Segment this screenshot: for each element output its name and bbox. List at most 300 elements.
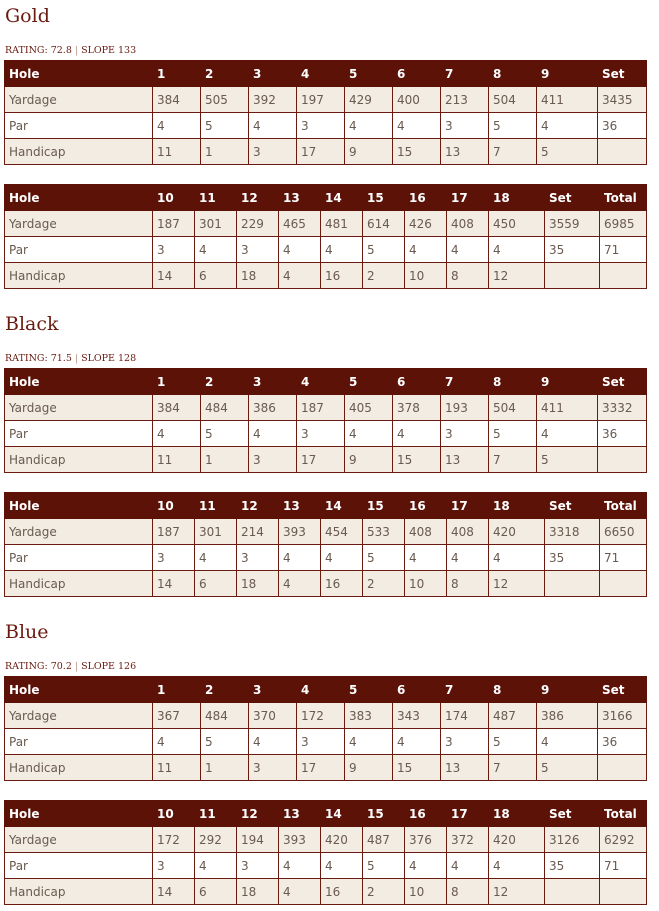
row-label: Hole: [5, 369, 153, 395]
set-total-cell: [598, 139, 647, 165]
hole-number-cell: 5: [345, 61, 393, 87]
yardage-cell: 386: [537, 703, 598, 729]
yardage-cell: 229: [237, 211, 279, 237]
par-cell: 4: [489, 853, 545, 879]
hole-number-cell: 6: [393, 369, 441, 395]
hole-number-cell: 5: [345, 677, 393, 703]
hole-number-cell: 12: [237, 185, 279, 211]
yardage-cell: 429: [345, 87, 393, 113]
handicap-cell: 13: [441, 755, 489, 781]
hole-number-cell: 12: [237, 801, 279, 827]
back-nine-table: [4, 184, 647, 289]
row-label: Par: [5, 853, 153, 879]
handicap-cell: 3: [249, 755, 297, 781]
handicap-cell: 16: [321, 263, 363, 289]
yardage-cell: 411: [537, 395, 598, 421]
par-cell: 4: [279, 545, 321, 571]
hole-number-cell: 1: [153, 61, 201, 87]
handicap-cell: 7: [489, 139, 537, 165]
yardage-cell: 426: [405, 211, 447, 237]
hole-number-cell: 10: [153, 493, 195, 519]
front-nine-table: [4, 60, 647, 165]
par-cell: 4: [447, 853, 489, 879]
set-total-cell: 3126: [545, 827, 600, 853]
set-total-cell: [545, 571, 600, 597]
grand-total-cell: 6292: [600, 827, 647, 853]
row-label: Handicap: [5, 571, 153, 597]
handicap-cell: 8: [447, 263, 489, 289]
hole-number-cell: 9: [537, 61, 598, 87]
yardage-cell: 450: [489, 211, 545, 237]
set-total-cell: [545, 879, 600, 905]
yardage-cell: 484: [201, 395, 249, 421]
yardage-cell: 372: [447, 827, 489, 853]
par-cell: 4: [321, 545, 363, 571]
handicap-cell: 18: [237, 571, 279, 597]
yardage-cell: 370: [249, 703, 297, 729]
handicap-cell: 18: [237, 263, 279, 289]
yardage-cell: 301: [195, 211, 237, 237]
yardage-cell: 408: [447, 519, 489, 545]
par-cell: 4: [405, 545, 447, 571]
row-label: Yardage: [5, 519, 153, 545]
row-label: Handicap: [5, 139, 153, 165]
set-column-header: Set: [545, 185, 600, 211]
handicap-cell: 9: [345, 447, 393, 473]
par-cell: 5: [201, 729, 249, 755]
par-cell: 5: [201, 113, 249, 139]
yardage-cell: 614: [363, 211, 405, 237]
separator: |: [74, 661, 79, 672]
hole-number-cell: 10: [153, 801, 195, 827]
par-cell: 4: [393, 729, 441, 755]
hole-number-cell: 3: [249, 61, 297, 87]
par-cell: 4: [153, 421, 201, 447]
handicap-row: [5, 879, 647, 905]
handicap-cell: 4: [279, 263, 321, 289]
set-total-cell: 36: [598, 113, 647, 139]
hole-number-cell: 8: [489, 677, 537, 703]
handicap-cell: 15: [393, 139, 441, 165]
hole-number-cell: 6: [393, 677, 441, 703]
row-label: Yardage: [5, 211, 153, 237]
hole-number-cell: 7: [441, 677, 489, 703]
hole-number-cell: 1: [153, 677, 201, 703]
handicap-cell: 15: [393, 755, 441, 781]
hole-number-cell: 5: [345, 369, 393, 395]
hole-number-cell: 9: [537, 369, 598, 395]
header-row: [5, 185, 647, 211]
rating-slope-line: [5, 44, 136, 58]
handicap-cell: 5: [537, 139, 598, 165]
handicap-cell: 1: [201, 139, 249, 165]
set-column-header: Set: [598, 61, 647, 87]
total-column-header: Total: [600, 493, 647, 519]
hole-number-cell: 11: [195, 493, 237, 519]
par-row: [5, 237, 647, 263]
handicap-cell: 1: [201, 447, 249, 473]
hole-number-cell: 8: [489, 61, 537, 87]
grand-total-cell: [600, 571, 647, 597]
handicap-cell: 4: [279, 879, 321, 905]
hole-number-cell: 11: [195, 801, 237, 827]
par-row: [5, 729, 647, 755]
header-row: [5, 493, 647, 519]
yardage-cell: 367: [153, 703, 201, 729]
set-column-header: Set: [598, 369, 647, 395]
par-cell: 4: [537, 729, 598, 755]
par-cell: 4: [447, 545, 489, 571]
tee-name-heading: Black: [5, 313, 59, 335]
row-label: Par: [5, 113, 153, 139]
par-cell: 4: [195, 237, 237, 263]
slope-value: SLOPE 126: [81, 661, 137, 672]
yardage-row: [5, 827, 647, 853]
hole-number-cell: 18: [489, 185, 545, 211]
handicap-cell: 12: [489, 879, 545, 905]
yardage-cell: 393: [279, 519, 321, 545]
hole-number-cell: 15: [363, 493, 405, 519]
par-cell: 3: [441, 729, 489, 755]
yardage-cell: 400: [393, 87, 441, 113]
yardage-cell: 420: [489, 519, 545, 545]
yardage-cell: 465: [279, 211, 321, 237]
hole-number-cell: 2: [201, 677, 249, 703]
tee-name-heading: Gold: [5, 5, 50, 27]
par-row: [5, 545, 647, 571]
par-cell: 3: [237, 853, 279, 879]
hole-number-cell: 7: [441, 369, 489, 395]
handicap-cell: 11: [153, 447, 201, 473]
yardage-cell: 343: [393, 703, 441, 729]
handicap-cell: 6: [195, 879, 237, 905]
handicap-cell: 5: [537, 755, 598, 781]
set-total-cell: 35: [545, 237, 600, 263]
yardage-cell: 504: [489, 87, 537, 113]
yardage-cell: 393: [279, 827, 321, 853]
set-total-cell: 3435: [598, 87, 647, 113]
handicap-cell: 16: [321, 879, 363, 905]
hole-number-cell: 12: [237, 493, 279, 519]
yardage-cell: 408: [405, 519, 447, 545]
hole-number-cell: 4: [297, 677, 345, 703]
yardage-row: [5, 87, 647, 113]
handicap-cell: 17: [297, 139, 345, 165]
handicap-cell: 2: [363, 571, 405, 597]
hole-number-cell: 14: [321, 493, 363, 519]
handicap-cell: 15: [393, 447, 441, 473]
hole-number-cell: 7: [441, 61, 489, 87]
handicap-cell: 5: [537, 447, 598, 473]
hole-number-cell: 17: [447, 185, 489, 211]
par-cell: 3: [237, 237, 279, 263]
set-total-cell: 36: [598, 421, 647, 447]
par-row: [5, 113, 647, 139]
par-cell: 5: [363, 545, 405, 571]
par-cell: 4: [153, 729, 201, 755]
hole-number-cell: 14: [321, 801, 363, 827]
grand-total-cell: [600, 879, 647, 905]
set-total-cell: 36: [598, 729, 647, 755]
grand-total-cell: 71: [600, 853, 647, 879]
row-label: Yardage: [5, 87, 153, 113]
header-row: [5, 801, 647, 827]
par-cell: 3: [297, 113, 345, 139]
yardage-cell: 484: [201, 703, 249, 729]
row-label: Handicap: [5, 879, 153, 905]
yardage-cell: 172: [297, 703, 345, 729]
handicap-cell: 17: [297, 447, 345, 473]
rating-slope-line: [5, 352, 136, 366]
yardage-cell: 384: [153, 395, 201, 421]
par-cell: 5: [363, 853, 405, 879]
yardage-cell: 392: [249, 87, 297, 113]
row-label: Hole: [5, 493, 153, 519]
row-label: Handicap: [5, 447, 153, 473]
par-cell: 4: [537, 421, 598, 447]
handicap-cell: 14: [153, 571, 195, 597]
rating-slope-line: [5, 660, 136, 674]
row-label: Hole: [5, 677, 153, 703]
hole-number-cell: 8: [489, 369, 537, 395]
hole-number-cell: 18: [489, 493, 545, 519]
par-cell: 5: [201, 421, 249, 447]
par-cell: 3: [441, 421, 489, 447]
par-cell: 4: [345, 729, 393, 755]
handicap-cell: 7: [489, 755, 537, 781]
set-column-header: Set: [545, 493, 600, 519]
handicap-row: [5, 139, 647, 165]
hole-number-cell: 13: [279, 801, 321, 827]
front-nine-table: [4, 368, 647, 473]
back-nine-table: [4, 800, 647, 905]
par-row: [5, 853, 647, 879]
handicap-cell: 11: [153, 139, 201, 165]
handicap-cell: 10: [405, 571, 447, 597]
handicap-cell: 13: [441, 139, 489, 165]
handicap-row: [5, 571, 647, 597]
set-total-cell: 35: [545, 853, 600, 879]
rating-value: RATING: 70.2: [5, 661, 72, 672]
yardage-cell: 187: [153, 519, 195, 545]
set-column-header: Set: [598, 677, 647, 703]
yardage-cell: 420: [489, 827, 545, 853]
par-cell: 4: [345, 113, 393, 139]
yardage-cell: 301: [195, 519, 237, 545]
handicap-cell: 8: [447, 879, 489, 905]
hole-number-cell: 14: [321, 185, 363, 211]
yardage-cell: 193: [441, 395, 489, 421]
header-row: [5, 677, 647, 703]
handicap-cell: 3: [249, 139, 297, 165]
hole-number-cell: 10: [153, 185, 195, 211]
row-label: Yardage: [5, 703, 153, 729]
yardage-cell: 411: [537, 87, 598, 113]
handicap-cell: 10: [405, 263, 447, 289]
hole-number-cell: 17: [447, 801, 489, 827]
hole-number-cell: 6: [393, 61, 441, 87]
header-row: [5, 61, 647, 87]
hole-number-cell: 3: [249, 677, 297, 703]
handicap-cell: 9: [345, 139, 393, 165]
yardage-row: [5, 519, 647, 545]
hole-number-cell: 4: [297, 369, 345, 395]
par-cell: 5: [363, 237, 405, 263]
yardage-row: [5, 211, 647, 237]
par-cell: 3: [297, 729, 345, 755]
handicap-cell: 10: [405, 879, 447, 905]
par-cell: 4: [249, 729, 297, 755]
yardage-row: [5, 395, 647, 421]
par-cell: 4: [195, 545, 237, 571]
row-label: Yardage: [5, 827, 153, 853]
hole-number-cell: 2: [201, 369, 249, 395]
handicap-row: [5, 447, 647, 473]
handicap-cell: 3: [249, 447, 297, 473]
row-label: Hole: [5, 185, 153, 211]
par-cell: 4: [393, 421, 441, 447]
handicap-cell: 17: [297, 755, 345, 781]
yardage-cell: 187: [297, 395, 345, 421]
yardage-row: [5, 703, 647, 729]
grand-total-cell: 71: [600, 237, 647, 263]
par-cell: 4: [321, 237, 363, 263]
handicap-cell: 6: [195, 263, 237, 289]
hole-number-cell: 1: [153, 369, 201, 395]
set-total-cell: 3332: [598, 395, 647, 421]
hole-number-cell: 18: [489, 801, 545, 827]
par-cell: 4: [279, 237, 321, 263]
hole-number-cell: 4: [297, 61, 345, 87]
handicap-cell: 7: [489, 447, 537, 473]
par-cell: 4: [249, 421, 297, 447]
par-cell: 4: [447, 237, 489, 263]
yardage-cell: 383: [345, 703, 393, 729]
par-cell: 4: [537, 113, 598, 139]
row-label: Par: [5, 421, 153, 447]
par-cell: 4: [489, 237, 545, 263]
handicap-row: [5, 755, 647, 781]
front-nine-table: [4, 676, 647, 781]
row-label: Handicap: [5, 755, 153, 781]
par-cell: 3: [153, 237, 195, 263]
par-cell: 4: [279, 853, 321, 879]
set-total-cell: 35: [545, 545, 600, 571]
separator: |: [74, 353, 79, 364]
yardage-cell: 384: [153, 87, 201, 113]
hole-number-cell: 13: [279, 185, 321, 211]
par-cell: 4: [393, 113, 441, 139]
row-label: Par: [5, 545, 153, 571]
yardage-cell: 172: [153, 827, 195, 853]
grand-total-cell: [600, 263, 647, 289]
set-total-cell: 3318: [545, 519, 600, 545]
yardage-cell: 533: [363, 519, 405, 545]
total-column-header: Total: [600, 185, 647, 211]
yardage-cell: 405: [345, 395, 393, 421]
handicap-cell: 6: [195, 571, 237, 597]
par-cell: 3: [153, 853, 195, 879]
set-total-cell: [598, 447, 647, 473]
yardage-cell: 487: [363, 827, 405, 853]
rating-value: RATING: 72.8: [5, 45, 72, 56]
yardage-cell: 194: [237, 827, 279, 853]
par-cell: 5: [489, 113, 537, 139]
yardage-cell: 408: [447, 211, 489, 237]
yardage-cell: 214: [237, 519, 279, 545]
yardage-cell: 197: [297, 87, 345, 113]
yardage-cell: 187: [153, 211, 195, 237]
handicap-cell: 8: [447, 571, 489, 597]
slope-value: SLOPE 128: [81, 353, 137, 364]
separator: |: [74, 45, 79, 56]
par-cell: 4: [489, 545, 545, 571]
yardage-cell: 386: [249, 395, 297, 421]
hole-number-cell: 15: [363, 801, 405, 827]
row-label: Yardage: [5, 395, 153, 421]
row-label: Hole: [5, 61, 153, 87]
par-cell: 4: [405, 237, 447, 263]
handicap-cell: 11: [153, 755, 201, 781]
handicap-cell: 2: [363, 263, 405, 289]
yardage-cell: 487: [489, 703, 537, 729]
handicap-cell: 1: [201, 755, 249, 781]
grand-total-cell: 6650: [600, 519, 647, 545]
par-cell: 3: [441, 113, 489, 139]
slope-value: SLOPE 133: [81, 45, 137, 56]
hole-number-cell: 16: [405, 185, 447, 211]
handicap-cell: 18: [237, 879, 279, 905]
yardage-cell: 213: [441, 87, 489, 113]
handicap-cell: 14: [153, 263, 195, 289]
hole-number-cell: 13: [279, 493, 321, 519]
hole-number-cell: 16: [405, 801, 447, 827]
set-total-cell: [545, 263, 600, 289]
rating-value: RATING: 71.5: [5, 353, 72, 364]
par-cell: 3: [297, 421, 345, 447]
handicap-cell: 9: [345, 755, 393, 781]
grand-total-cell: 6985: [600, 211, 647, 237]
handicap-row: [5, 263, 647, 289]
handicap-cell: 2: [363, 879, 405, 905]
yardage-cell: 376: [405, 827, 447, 853]
row-label: Hole: [5, 801, 153, 827]
par-cell: 5: [489, 729, 537, 755]
yardage-cell: 378: [393, 395, 441, 421]
handicap-cell: 12: [489, 571, 545, 597]
handicap-cell: 4: [279, 571, 321, 597]
set-total-cell: 3559: [545, 211, 600, 237]
par-cell: 4: [249, 113, 297, 139]
row-label: Par: [5, 729, 153, 755]
total-column-header: Total: [600, 801, 647, 827]
grand-total-cell: 71: [600, 545, 647, 571]
handicap-cell: 16: [321, 571, 363, 597]
row-label: Handicap: [5, 263, 153, 289]
yardage-cell: 505: [201, 87, 249, 113]
par-cell: 4: [321, 853, 363, 879]
par-cell: 5: [489, 421, 537, 447]
par-cell: 4: [153, 113, 201, 139]
yardage-cell: 454: [321, 519, 363, 545]
par-cell: 4: [345, 421, 393, 447]
yardage-cell: 174: [441, 703, 489, 729]
hole-number-cell: 11: [195, 185, 237, 211]
header-row: [5, 369, 647, 395]
set-column-header: Set: [545, 801, 600, 827]
par-cell: 3: [237, 545, 279, 571]
par-cell: 4: [405, 853, 447, 879]
